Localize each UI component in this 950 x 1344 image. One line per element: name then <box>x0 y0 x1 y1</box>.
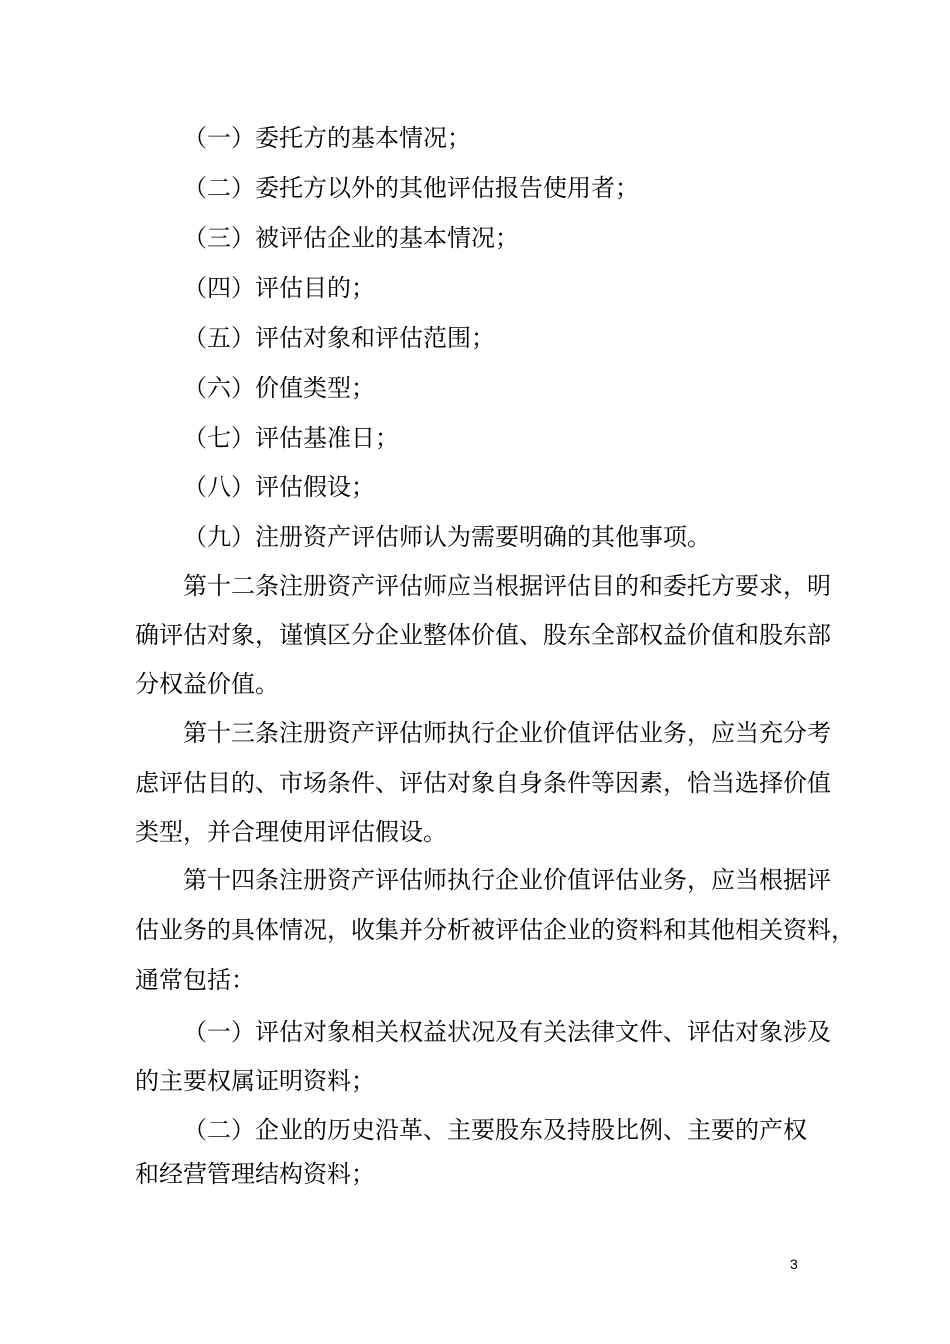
paragraph-line: 分权益价值。 <box>135 670 279 698</box>
paragraph-line: 类型，并合理使用评估假设。 <box>135 818 447 846</box>
list-item: （二）企业的历史沿革、主要股东及持股比例、主要的产权 <box>183 1116 807 1144</box>
paragraph-line: 估业务的具体情况，收集并分析被评估企业的资料和其他相关资料， <box>135 916 855 944</box>
paragraph-line: 第十三条注册资产评估师执行企业价值评估业务，应当充分考 <box>183 719 831 747</box>
paragraph-line: 虑评估目的、市场条件、评估对象自身条件等因素，恰当选择价值 <box>135 769 831 797</box>
paragraph-line: 确评估对象，谨慎区分企业整体价值、股东全部权益价值和股东部 <box>135 621 831 649</box>
list-item: （七）评估基准日； <box>183 424 399 452</box>
paragraph-line: 第十二条注册资产评估师应当根据评估目的和委托方要求，明 <box>183 572 831 600</box>
paragraph-line: 第十四条注册资产评估师执行企业价值评估业务，应当根据评 <box>183 866 831 894</box>
page-number: 3 <box>790 1256 798 1272</box>
list-item: 和经营管理结构资料； <box>135 1160 375 1188</box>
list-item: （五）评估对象和评估范围； <box>183 324 495 352</box>
list-item: （一）委托方的基本情况； <box>183 124 471 152</box>
list-item: （八）评估假设； <box>183 473 375 501</box>
list-item: （二）委托方以外的其他评估报告使用者； <box>183 174 639 202</box>
list-item: （四）评估目的； <box>183 274 375 302</box>
list-item: （一）评估对象相关权益状况及有关法律文件、评估对象涉及 <box>183 1018 831 1046</box>
paragraph-line: 通常包括： <box>135 966 255 994</box>
list-item: （三）被评估企业的基本情况； <box>183 224 519 252</box>
list-item: （九）注册资产评估师认为需要明确的其他事项。 <box>183 523 711 551</box>
list-item: 的主要权属证明资料； <box>135 1067 375 1095</box>
list-item: （六）价值类型； <box>183 374 375 402</box>
